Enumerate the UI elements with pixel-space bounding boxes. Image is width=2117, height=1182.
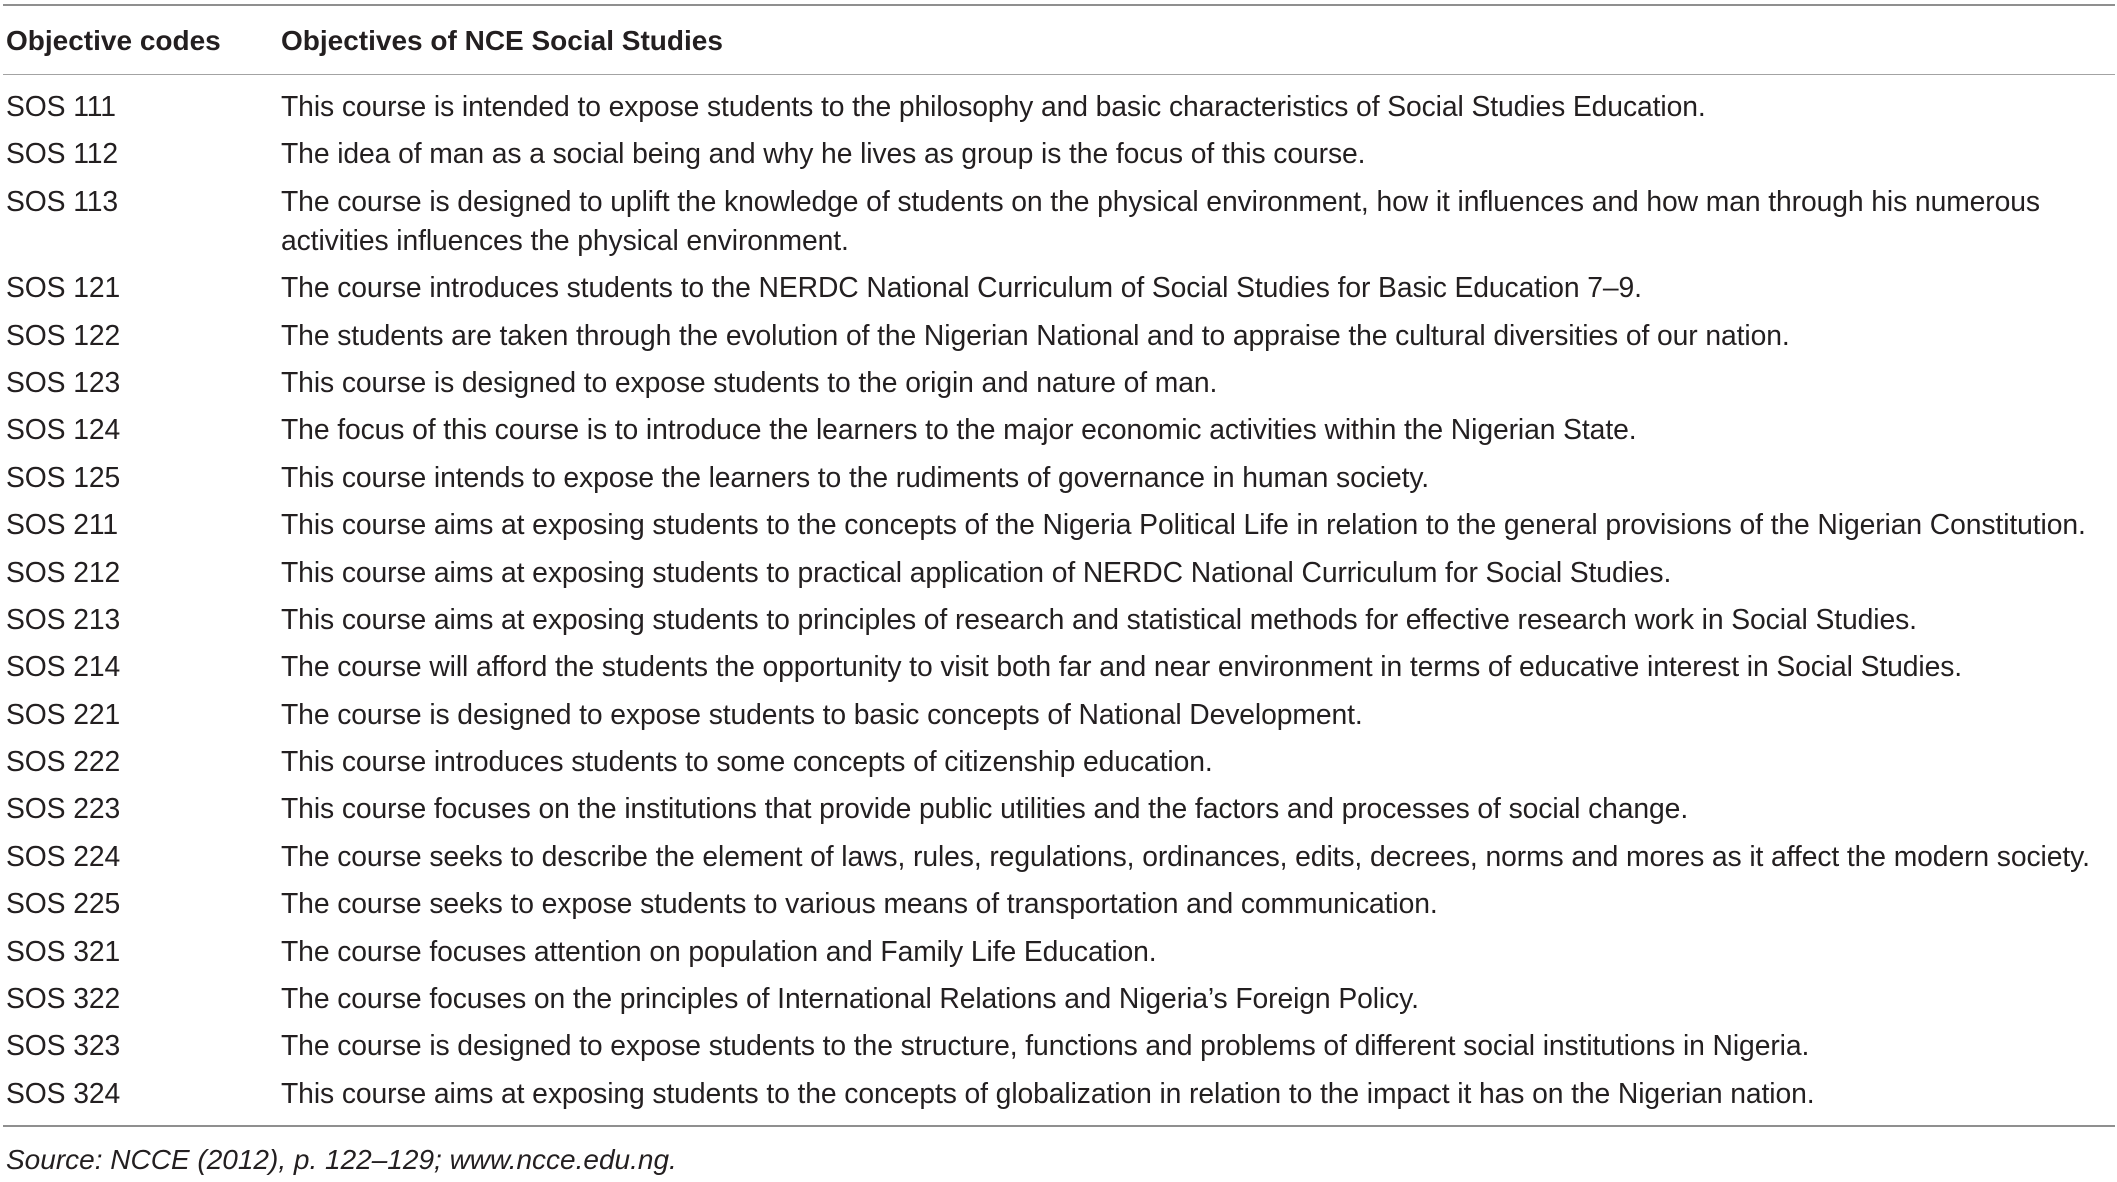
objective-code-cell: SOS 323 [6, 1029, 121, 1062]
objective-code-cell: SOS 111 [6, 90, 116, 122]
objective-code-cell: SOS 211 [6, 508, 119, 541]
objective-text-cell: The course is designed to expose students to basic concepts of National Development. [281, 697, 1363, 730]
table-row [3, 833, 2115, 880]
table-row [3, 130, 2115, 177]
table-row [3, 312, 2115, 359]
objective-code-cell: SOS 122 [6, 318, 121, 351]
objective-code-cell: SOS 322 [6, 982, 121, 1015]
table-row [3, 359, 2115, 406]
objective-code-cell: SOS 212 [6, 555, 121, 588]
table-row [3, 406, 2115, 453]
objective-text-cell: This course is intended to expose students to the philosophy and basic characteristics of Social Studies Education. [281, 90, 1706, 122]
table-row [3, 975, 2115, 1022]
table-row [3, 880, 2115, 927]
objective-text-cell: The course will afford the students the opportunity to visit both far and near environment in terms of educative interest in Social Studies. [281, 650, 1963, 683]
table-row [3, 454, 2115, 501]
table-row [3, 178, 2115, 264]
table-row [3, 785, 2115, 832]
objective-code-cell: SOS 124 [6, 413, 121, 446]
objective-text-cell: This course is designed to expose students to the origin and nature of man. [281, 365, 1218, 398]
objective-code-cell: SOS 222 [6, 745, 121, 778]
objective-text-cell: The course seeks to describe the element of laws, rules, regulations, ordinances, edits, decrees, norms and mores as it affect the modern society. [281, 839, 2090, 872]
objective-text-cell: The focus of this course is to introduce the learners to the major economic activities within the Nigerian State. [281, 413, 1637, 446]
objective-text-cell: The course introduces students to the NERDC National Curriculum of Social Studies for Basic Education 7–9. [281, 271, 1642, 304]
objective-code-cell: SOS 123 [6, 365, 121, 398]
objective-code-cell: SOS 321 [6, 934, 121, 967]
table-row [3, 549, 2115, 596]
objective-text-cell: This course focuses on the institutions that provide public utilities and the factors and processes of social change. [281, 792, 1689, 825]
table-row [3, 738, 2115, 785]
table-row [3, 643, 2115, 690]
objectives-table-body [3, 75, 2115, 1125]
table-row [3, 596, 2115, 643]
objective-text-cell: This course aims at exposing students to the concepts of globalization in relation to the impact it has on the Nigerian nation. [281, 1076, 1815, 1109]
table-row [3, 928, 2115, 975]
table-row [3, 501, 2115, 548]
header-objective-codes: Objective codes [6, 25, 221, 56]
table-header-row [3, 6, 2115, 74]
table-row [3, 75, 2115, 130]
objective-code-cell: SOS 223 [6, 792, 121, 825]
table-row [3, 1022, 2115, 1069]
objective-text-cell: This course intends to expose the learners to the rudiments of governance in human society. [281, 460, 1430, 493]
objective-code-cell: SOS 225 [6, 887, 121, 920]
objective-text-cell: This course introduces students to some concepts of citizenship education. [281, 745, 1213, 778]
objective-text-cell: The course is designed to expose students to the structure, functions and problems of different social institutions in Nigeria. [281, 1029, 1810, 1062]
objective-text-cell: The course focuses attention on population and Family Life Education. [281, 934, 1157, 967]
objective-code-cell: SOS 112 [6, 137, 119, 170]
table-row [3, 691, 2115, 738]
objectives-table-document [3, 4, 2115, 1177]
header-objectives: Objectives of NCE Social Studies [281, 25, 723, 56]
objective-code-cell: SOS 224 [6, 839, 121, 872]
objective-code-cell: SOS 121 [6, 271, 121, 304]
objective-text-cell: The students are taken through the evolution of the Nigerian National and to appraise the cultural diversities of our nation. [281, 318, 1790, 351]
objectives-table [3, 6, 2115, 74]
objective-code-cell: SOS 221 [6, 697, 121, 730]
objective-text-cell: The course is designed to uplift the knowledge of students on the physical environment, how it influences and how man through his numerous activities influences the physical environment. [281, 184, 2040, 256]
objective-text-cell: The course seeks to expose students to various means of transportation and communication. [281, 887, 1438, 920]
table-row [3, 264, 2115, 311]
source-note: Source: NCCE (2012), p. 122–129; www.ncce.edu.ng. [6, 1143, 677, 1175]
objective-text-cell: The course focuses on the principles of International Relations and Nigeria’s Foreign Policy. [281, 982, 1419, 1015]
objective-code-cell: SOS 324 [6, 1076, 121, 1109]
objective-text-cell: The idea of man as a social being and why he lives as group is the focus of this course. [281, 137, 1366, 170]
table-row [3, 1070, 2115, 1125]
objective-code-cell: SOS 214 [6, 650, 121, 683]
objective-code-cell: SOS 113 [6, 184, 119, 217]
objective-text-cell: This course aims at exposing students to practical application of NERDC National Curriculum for Social Studies. [281, 555, 1672, 588]
objective-code-cell: SOS 125 [6, 460, 121, 493]
objective-code-cell: SOS 213 [6, 602, 121, 635]
objective-text-cell: This course aims at exposing students to the concepts of the Nigeria Political Life in relation to the general provisions of the Nigerian Constitution. [281, 508, 2086, 541]
objective-text-cell: This course aims at exposing students to principles of research and statistical methods for effective research work in Social Studies. [281, 602, 1917, 635]
